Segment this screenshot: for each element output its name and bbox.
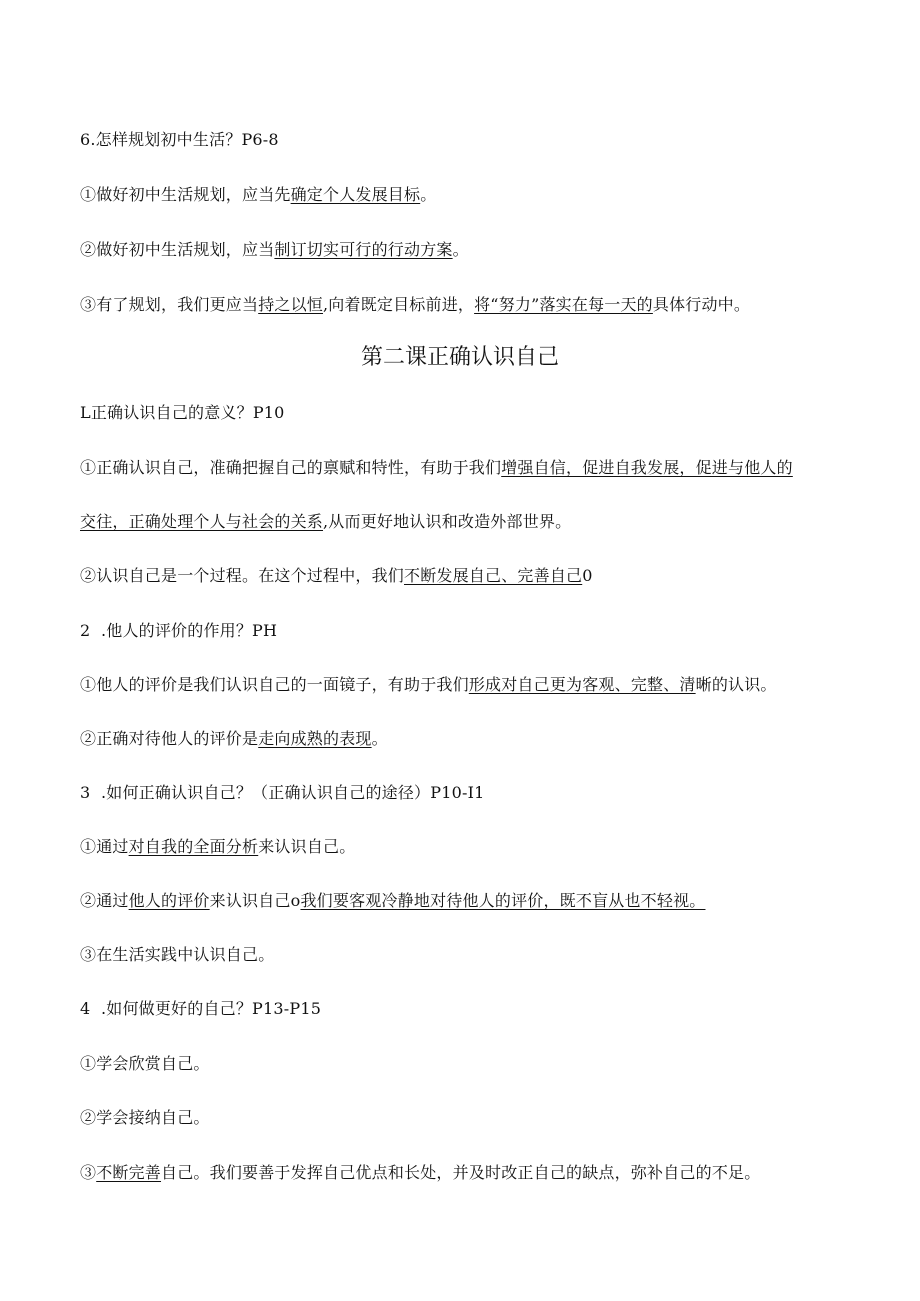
text: ①学会欣赏自己。 [80,1054,210,1073]
text: ②学会接纳自己。 [80,1108,210,1127]
underlined-key-phrase: 对自我的全面分析 [128,837,259,856]
text: 具体行动中。 [652,295,751,314]
text: ③在生活实践中认识自己。 [80,945,275,964]
text: ②认识自己是一个过程。在这个过程中，我们 [80,566,405,585]
q2-heading-text: 2 .他人的评价的作用？PH [80,621,278,640]
q1-point-1-line-2 [80,512,571,532]
text: 自己。我们要善于发挥自己优点和长处，并及时改正自己的缺点，弥补自己的不足。 [161,1163,761,1182]
underlined-key-phrase: 走向成熟的表现 [258,729,372,748]
text: ③有了规划，我们更应当 [80,295,259,314]
q6-point-3 [80,295,750,315]
q2-point-1 [80,675,777,695]
underlined-key-phrase: 确定个人发展目标 [290,185,421,204]
q6-heading-text: 6.怎样规划初中生活？P6-8 [80,130,279,149]
underlined-key-phrase: 形成对自己更为客观、完整、清 [468,675,696,694]
text: 。 [371,729,388,748]
text: 。 [452,240,469,259]
q1-heading-text: L正确认识自己的意义？P10 [80,403,285,422]
text: ①他人的评价是我们认识自己的一面镜子，有助于我们 [80,675,469,694]
underlined-key-phrase: 持之以恒 [258,295,324,314]
q1-point-1-line-1 [80,458,793,478]
text: 晰的认识。 [695,675,777,694]
q4-point-3 [80,1163,760,1183]
underlined-key-phrase: 增强自信，促进自我发展，促进与他人的 [501,458,793,477]
q3-heading [80,783,484,803]
text: ①正确认识自己，准确把握自己的禀赋和特性，有助于我们 [80,458,502,477]
q4-heading-text: 4 .如何做更好的自己？P13-P15 [80,999,322,1018]
text: 0 [582,566,593,585]
text: 来认识自己。 [258,837,356,856]
q4-point-1 [80,1054,210,1074]
q3-point-2 [80,891,705,911]
text: ②通过 [80,891,129,910]
underlined-key-phrase: 制订切实可行的行动方案 [274,240,453,259]
text: ①做好初中生活规划，应当先 [80,185,291,204]
q1-heading [80,403,285,423]
q2-heading [80,621,277,641]
q1-point-2 [80,566,593,586]
underlined-key-phrase: 交往，正确处理个人与社会的关系 [80,512,324,531]
text: 。 [420,185,437,204]
text: ,向着既定目标前进， [323,295,475,314]
underlined-key-phrase: 不断完善 [96,1163,162,1182]
underlined-key-phrase: 他人的评价 [128,891,210,910]
text: ②正确对待他人的评价是 [80,729,259,748]
q6-point-1 [80,185,436,205]
underlined-key-phrase: 不断发展自己、完善自己 [404,566,583,585]
text: ①通过 [80,837,129,856]
q6-heading [80,130,279,150]
q3-point-3 [80,945,274,965]
lesson-title-text: 第二课正确认识自己 [360,345,559,370]
text: ②做好初中生活规划，应当 [80,240,275,259]
text: ,从而更好地认识和改造外部世界。 [323,512,572,531]
text: ③ [80,1163,97,1182]
q3-heading-text: 3 .如何正确认识自己？（正确认识自己的途径）P10-I1 [80,783,485,802]
q6-point-2 [80,240,469,260]
text: 来认识自己o [209,891,301,910]
q4-point-2 [80,1108,210,1128]
lesson-title [0,345,920,371]
q3-point-1 [80,837,355,857]
underlined-key-phrase: 将“努力”落实在每一天的 [474,295,653,314]
underlined-key-phrase: 我们要客观冷静地对待他人的评价，既不盲从也不轻视。 [300,891,706,910]
q4-heading [80,999,321,1019]
q2-point-2 [80,729,388,749]
